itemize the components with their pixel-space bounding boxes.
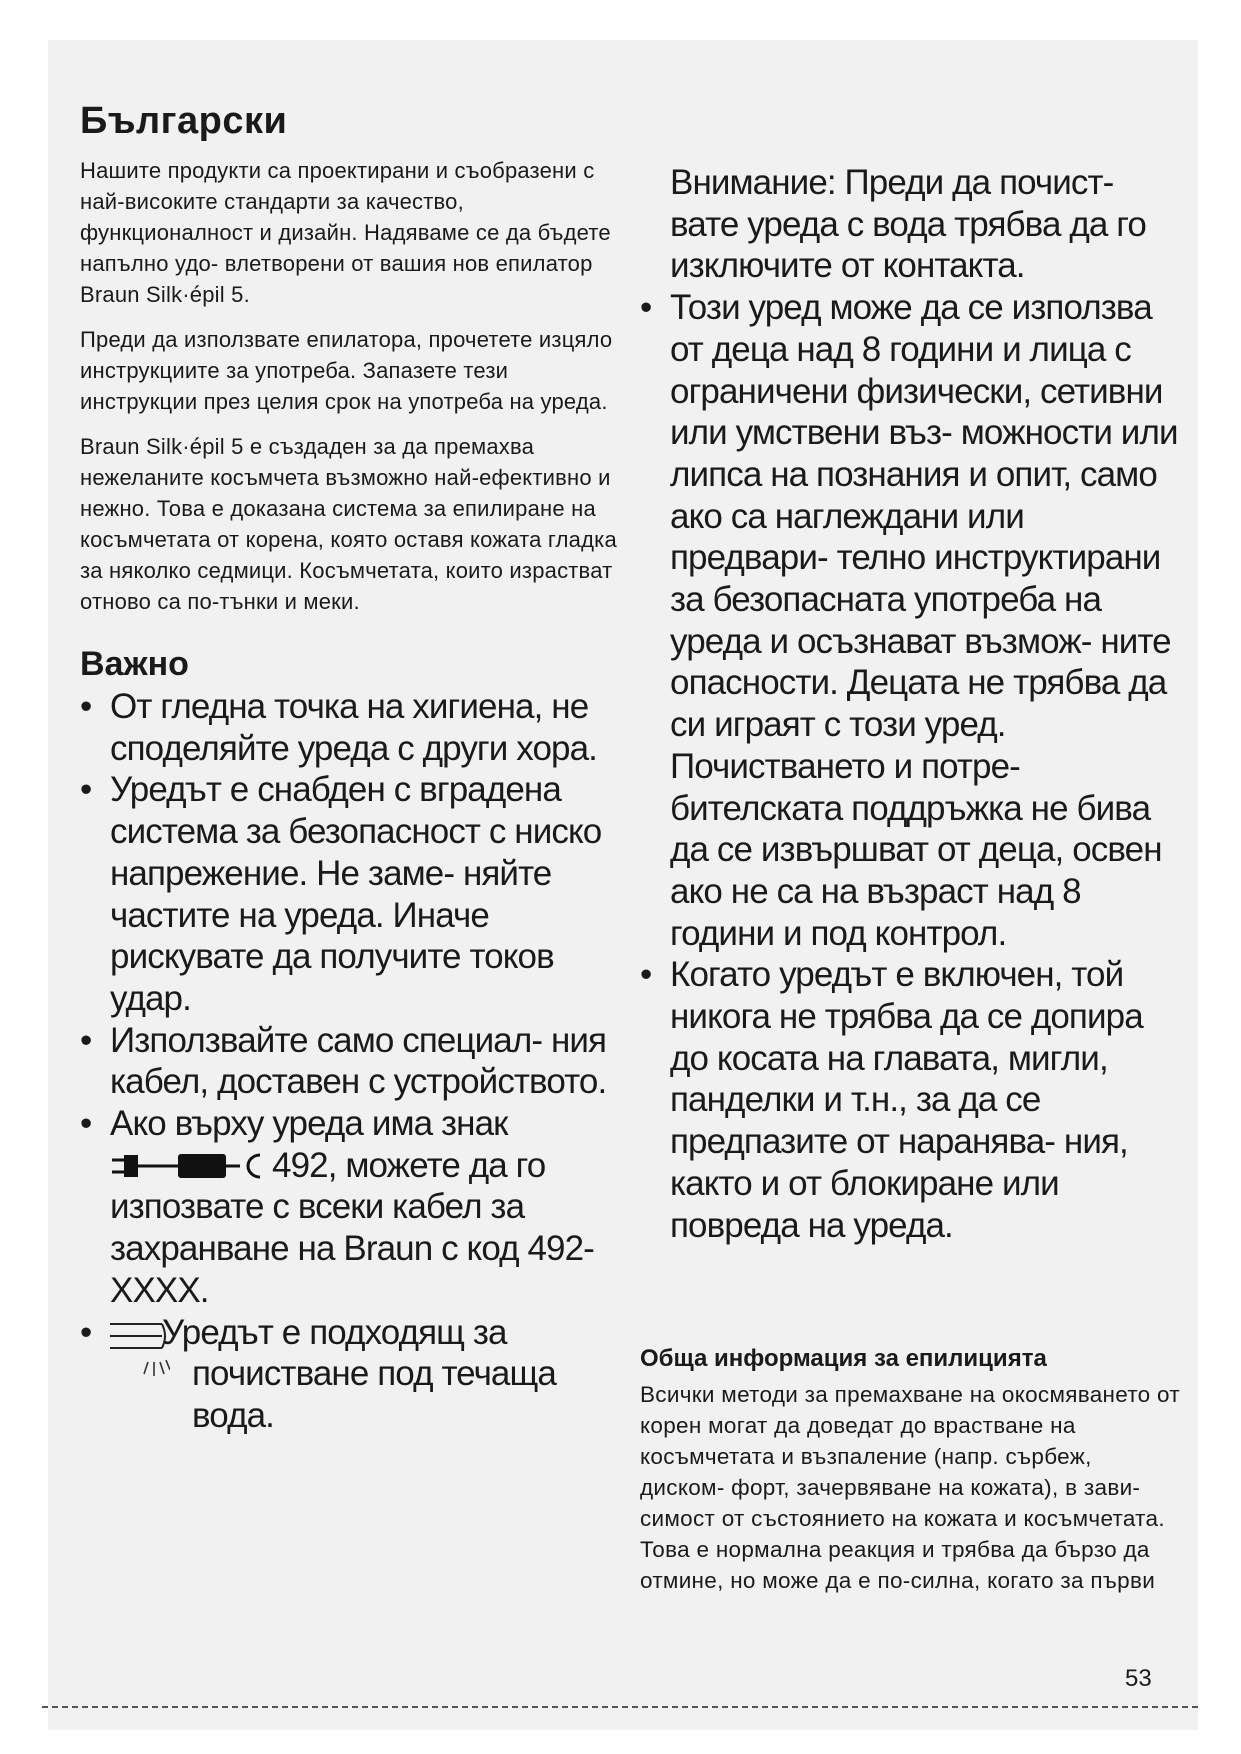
intro-text [80,155,620,617]
list-item [80,1312,620,1437]
safety-list [640,287,1180,1246]
left-column [80,100,620,1437]
water-item-rest: почистване под течаща вода. [192,1354,556,1435]
children-warning: Този уред може да се използва от деца над 8 години и лица с ограничени физически, сетивни или умствени въз- можности или липса на познания и опит, само ако са наглеждани или предвари- телно инструктирани за безопасната употреба на уреда и осъзнават възмож- ните опасности. Децата не трябва да си играят с този уред. Почистването и потре- бителската поддръжка не бива да се извършват от деца, освен ако не са на възраст над 8 години и под контрол. [670,288,1178,953]
cable-warning: Използвайте само специал- ния кабел, доставен с устройството. [110,1020,607,1102]
list-item [80,1103,620,1312]
list-item [80,686,620,769]
intro-paragraph-2: Преди да използвате епилатора, прочетете изцяло инструкциите за употреба. Запазете тези инструкции през целия срок на употреба на уреда. [80,327,613,414]
list-item [80,769,620,1019]
general-info-text: Всички методи за премахване на окосмяването от корен могат да доведат до врастване на косъмчетата и възпаление (напр. сърбеж, диском- форт, зачервяване на кожата), в зави- симост от състоянието на кожата и косъмчетата. Това е нормална реакция и трябва да бързо да отмине, но може да е по-силна, когато за първи [640,1382,1180,1593]
hair-warning: Когато уредът е включен, той никога не трябва да се допира до косата на главата, мигли, панделки и т.н., за да се предпазите от наранява- ния, както и от блокиране или повреда на уреда. [670,955,1143,1245]
page-title: Български [80,100,288,142]
cable-symbol-text-a: Ако върху уреда има знак [110,1104,508,1144]
intro-paragraph-1: Нашите продукти са проектирани и съобразени с най-високите стандарти за качество, функционалност и дизайн. Надяваме се да бъдете напълно удо- влетворени от вашия нов епилатор Braun Silk·épil 5. [80,158,611,307]
right-column [640,162,1180,1246]
cleaning-warning: Внимание: Преди да почист- вате уреда с вода трябва да го изключите от контакта. [670,163,1146,286]
page-number: 53 [1125,1665,1152,1692]
water-item-line1: Уредът е подходящ за [162,1312,507,1352]
water-rinse-icon [108,1316,170,1386]
hygiene-warning: От гледна точка на хигиена, не споделяйте уреда с други хора. [110,687,597,768]
list-item [80,1020,620,1103]
general-info-section [640,1345,1180,1596]
power-plug-cable-icon [110,1151,266,1181]
intro-paragraph-3: Braun Silk·épil 5 е създаден за да премахва нежеланите косъмчета възможно най-ефективно и нежно. Това е доказана система за епилиране на косъмчетата от корена, която оставя кожата гладка за няколко седмици. Косъмчетата, които израстват отново са по-тънки и меки. [80,434,617,614]
cable-symbol-text-b: 492, можете да го изпозвате с всеки кабел за захранване на Braun с код 492-XXXX. [110,1145,594,1310]
important-list [80,686,620,1437]
list-item [640,954,1180,1246]
list-item [640,287,1180,954]
page-bottom-rule [42,1706,1198,1708]
important-heading: Важно [80,645,189,683]
general-info-heading: Обща информация за епилицията [640,1345,1047,1372]
low-voltage-warning: Уредът е снабден с вградена система за безопасност с ниско напрежение. Не заме- няйте частите на уреда. Иначе рискувате да получите токов удар. [110,770,602,1018]
